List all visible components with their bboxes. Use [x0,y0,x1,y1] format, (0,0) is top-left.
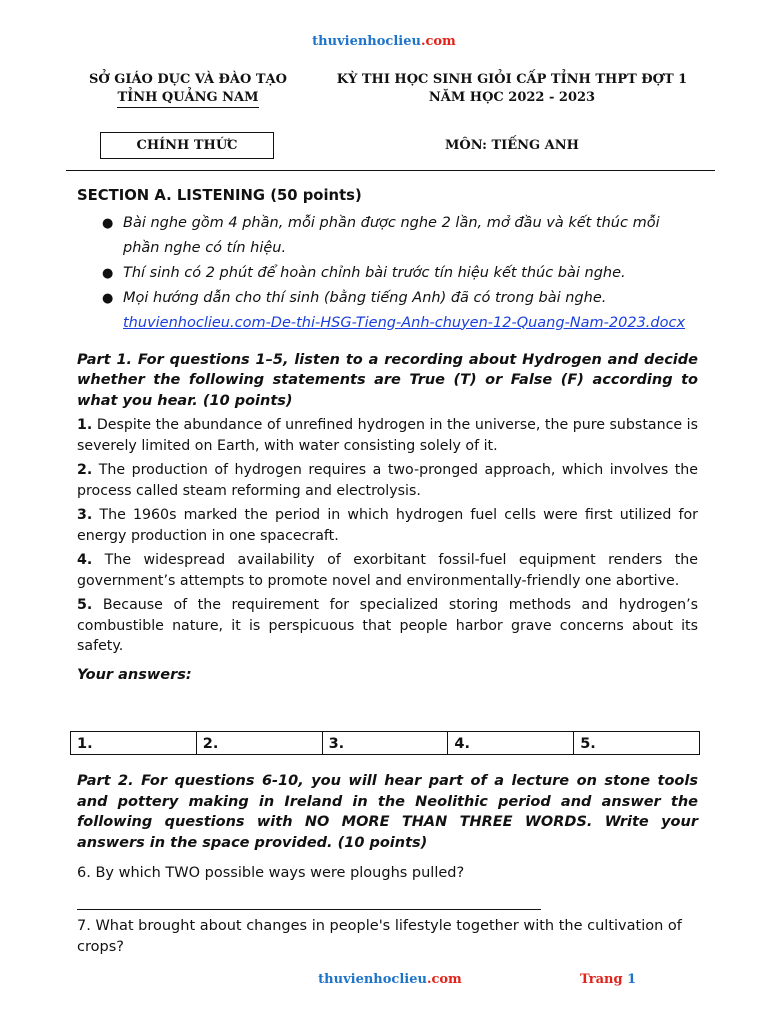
site-name-part1: thuvienhoclieu [318,972,427,987]
instruction-item: ● Bài nghe gồm 4 phần, mỗi phần được nghe 2 lần, mở đầu và kết thúc mỗi phần nghe có tín hiệu. [123,211,698,261]
document-link[interactable]: thuvienhoclieu.com-De-thi-HSG-Tieng-Anh-chuyen-12-Quang-Nam-2023.docx [123,314,686,331]
part1-title: Part 1. For questions 1–5, listen to a recording about Hydrogen and decide whether the following statements are True (T) or False (F) according to what you hear. (10 points) [77,351,698,409]
site-name-part2: .com [420,34,456,49]
part2-title: Part 2. For questions 6-10, you will hear part of a lecture on stone tools and pottery making in Ireland in the Neolithic period and answer the following questions with NO MORE THAN THREE WORDS. Write your answers in the space provided. (10 points) [77,773,698,851]
bullet-icon: ● [102,265,114,281]
page-number [580,972,636,987]
answer-cell-3[interactable]: 3. [322,732,448,755]
site-name-part1: thuvienhoclieu [312,34,421,49]
answers-label: Your answers: [77,666,192,683]
instructions-list [77,211,698,311]
province-name: TỈNH QUẢNG NAM [117,89,258,108]
page-number-value: 1 [627,972,637,987]
answer-cell-2[interactable]: 2. [196,732,322,755]
question-7: 7. What brought about changes in people's lifestyle together with the cultivation of crops? [77,918,682,955]
answer-cell-4[interactable]: 4. [448,732,574,755]
instruction-item: ● Mọi hướng dẫn cho thí sinh (bằng tiếng Anh) đã có trong bài nghe. [123,286,698,311]
question-6: 6. By which TWO possible ways were ploughs pulled? [77,865,465,881]
site-footer-name [290,972,490,987]
subject-label: MÔN: TIẾNG ANH [445,138,579,153]
question-5: 5. Because of the requirement for specialized storing methods and hydrogen’s combustible nature, it is perspicuous that people harbor grave concerns about its safety. [77,597,698,654]
question-3: 3. The 1960s marked the period in which hydrogen fuel cells were first utilized for energy production in one spacecraft. [77,507,698,544]
answer-cell-5[interactable]: 5. [574,732,700,755]
answer-table [70,731,700,755]
exam-header [316,71,708,107]
department-name: SỞ GIÁO DỤC VÀ ĐÀO TẠO [89,72,287,87]
exam-title: KỲ THI HỌC SINH GIỎI CẤP TỈNH THPT ĐỢT 1 [336,72,688,87]
bullet-icon: ● [102,215,114,231]
department-header [68,71,308,108]
site-header-name [0,34,768,49]
section-a-title: SECTION A. LISTENING (50 points) [77,187,362,204]
header-divider [66,170,715,171]
bullet-icon: ● [102,290,114,306]
instruction-item: ● Thí sinh có 2 phút để hoàn chỉnh bài trước tín hiệu kết thúc bài nghe. [123,261,698,286]
question-2: 2. The production of hydrogen requires a two-pronged approach, which involves the process called steam reforming and electrolysis. [77,462,698,499]
answer-cell-1[interactable]: 1. [71,732,197,755]
page-word: Trang [580,972,623,987]
school-year: NĂM HỌC 2022 - 2023 [428,90,596,105]
official-label-box: CHÍNH THỨC [100,132,274,159]
site-name-part2: .com [426,972,462,987]
question-4: 4. The widespread availability of exorbitant fossil-fuel equipment renders the government’s attempts to promote novel and environmentally-friendly one abortive. [77,552,698,589]
question-1: 1. Despite the abundance of unrefined hydrogen in the universe, the pure substance is severely limited on Earth, with water consisting solely of it. [77,417,698,454]
answer-line-6[interactable] [77,909,541,910]
section-a [77,186,698,685]
answer-row [71,732,700,755]
part2 [77,771,698,884]
